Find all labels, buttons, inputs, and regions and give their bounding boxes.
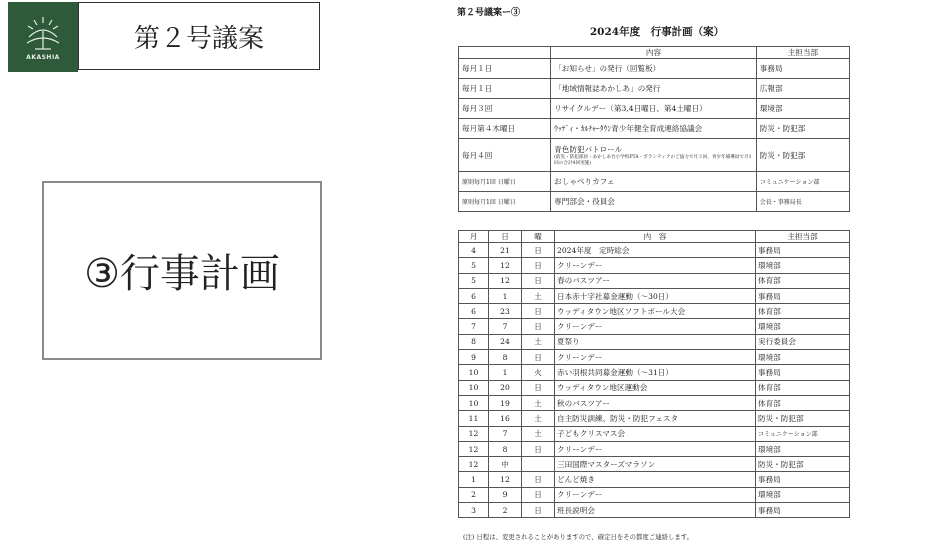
dept-cell: 事務局 [756, 243, 850, 258]
month-cell: 5 [459, 273, 489, 288]
month-cell: 6 [459, 304, 489, 319]
table-row [459, 139, 850, 172]
table-row [459, 172, 850, 192]
dept-cell: 体育部 [756, 395, 850, 410]
content-cell: ウッディタウン地区運動会 [555, 380, 756, 395]
month-cell: 10 [459, 380, 489, 395]
weekday-cell: 日 [522, 503, 555, 518]
table-header-row [459, 47, 850, 59]
table-row [459, 411, 850, 426]
logo-text: AKASHIA [26, 54, 60, 61]
table-row [459, 350, 850, 365]
weekday-cell: 日 [522, 472, 555, 487]
month-cell: 10 [459, 395, 489, 410]
table-row [459, 99, 850, 119]
dept-cell: 体育部 [756, 380, 850, 395]
content-cell: 子どもクリスマス会 [555, 426, 756, 441]
day-cell: 1 [489, 365, 522, 380]
day-cell: 9 [489, 487, 522, 502]
day-cell: 20 [489, 380, 522, 395]
schedule-cell: 毎月第４木曜日 [459, 119, 551, 139]
day-cell: 16 [489, 411, 522, 426]
content-cell: 三田国際マスターズマラソン [555, 457, 756, 472]
dept-cell: 防災・防犯部 [756, 457, 850, 472]
table-row [459, 319, 850, 334]
column-header: 内容 [551, 47, 757, 59]
weekday-cell: 土 [522, 395, 555, 410]
table-row [459, 192, 850, 212]
table-row [459, 426, 850, 441]
month-cell: 5 [459, 258, 489, 273]
dept-cell: 事務局 [756, 503, 850, 518]
weekday-cell: 日 [522, 380, 555, 395]
doc-title: 2024年度 行事計画（案） [589, 26, 725, 38]
day-cell: 23 [489, 304, 522, 319]
weekday-cell: 日 [522, 441, 555, 456]
dept-cell: 防災・防犯部 [756, 119, 849, 139]
month-cell: 11 [459, 411, 489, 426]
schedule-cell: 毎月１日 [459, 79, 551, 99]
dept-cell: 会長・事務局長 [756, 192, 849, 212]
dept-cell: 事務局 [756, 288, 850, 303]
table-row [459, 487, 850, 502]
weekday-cell: 土 [522, 411, 555, 426]
doc-header: 第２号議案ー③ [457, 8, 521, 18]
day-cell: 12 [489, 258, 522, 273]
weekday-cell: 日 [522, 350, 555, 365]
column-header [459, 47, 551, 59]
schedule-cell: 毎月１日 [459, 59, 551, 79]
event-schedule-table [458, 230, 850, 518]
day-cell: 12 [489, 472, 522, 487]
table-row [459, 503, 850, 518]
content-cell: 班長説明会 [555, 503, 756, 518]
dept-cell: コミュニケーション部 [756, 426, 850, 441]
month-cell: 6 [459, 288, 489, 303]
day-cell: 2 [489, 503, 522, 518]
month-cell: 12 [459, 426, 489, 441]
content-text: 青色防犯パトロール [554, 145, 623, 154]
dept-cell: 環境部 [756, 350, 850, 365]
dept-cell: 環境部 [756, 319, 850, 334]
dept-cell: 環境部 [756, 258, 850, 273]
dept-cell: 環境部 [756, 487, 850, 502]
content-cell: 秋のバスツアー [555, 395, 756, 410]
dept-cell: 体育部 [756, 304, 850, 319]
content-cell: ｳｯﾃﾞｨ・ｶﾙﾁｬｰﾀｳﾝ青少年健全育成連絡協議会 [551, 119, 757, 139]
table-row [459, 457, 850, 472]
dept-cell: 実行委員会 [756, 334, 850, 349]
month-cell: 8 [459, 334, 489, 349]
month-cell: 7 [459, 319, 489, 334]
content-cell: 「お知らせ」の発行（回覧板） [551, 59, 757, 79]
month-cell: 12 [459, 457, 489, 472]
dept-cell: 防災・防犯部 [756, 139, 849, 172]
schedule-cell: 原則毎月1回 日曜日 [459, 172, 551, 192]
content-cell: 自主防災訓練、防災・防犯フェスタ [555, 411, 756, 426]
month-cell: 3 [459, 503, 489, 518]
content-cell: おしゃべりカフェ [551, 172, 757, 192]
table-row [459, 380, 850, 395]
weekday-cell: 日 [522, 258, 555, 273]
footnote: (注) 日程は、変更されることがありますので、確定日をその都度ご連絡します。 [463, 533, 694, 541]
table-row [459, 243, 850, 258]
content-cell: 「地域情報誌あかしあ」の発行 [551, 79, 757, 99]
month-cell: 12 [459, 441, 489, 456]
weekday-cell: 土 [522, 334, 555, 349]
weekday-cell: 日 [522, 304, 555, 319]
dept-cell: 事務局 [756, 365, 850, 380]
schedule-cell: 毎月４回 [459, 139, 551, 172]
content-cell [551, 139, 757, 172]
table-row [459, 304, 850, 319]
day-cell: 24 [489, 334, 522, 349]
weekday-cell [522, 457, 555, 472]
table-row [459, 59, 850, 79]
column-header: 主担当部 [756, 47, 849, 59]
dept-cell: 事務局 [756, 472, 850, 487]
dept-cell: コミュニケーション部 [756, 172, 849, 192]
day-cell: 中 [489, 457, 522, 472]
weekday-cell: 火 [522, 365, 555, 380]
content-cell: クリーンデー [555, 350, 756, 365]
content-cell: クリーンデー [555, 441, 756, 456]
content-cell: 赤い羽根共同募金運動（～31日） [555, 365, 756, 380]
column-header: 内 容 [555, 231, 756, 243]
column-header: 主担当部 [756, 231, 850, 243]
column-header: 曜 [522, 231, 555, 243]
table-row [459, 472, 850, 487]
month-cell: 4 [459, 243, 489, 258]
weekday-cell: 土 [522, 288, 555, 303]
day-cell: 8 [489, 441, 522, 456]
day-cell: 7 [489, 319, 522, 334]
table-row [459, 365, 850, 380]
weekday-cell: 日 [522, 319, 555, 334]
document-page [457, 0, 897, 542]
dept-cell: 防災・防犯部 [756, 411, 850, 426]
akashia-logo [8, 2, 78, 72]
day-cell: 12 [489, 273, 522, 288]
dept-cell: 環境部 [756, 441, 850, 456]
table-row [459, 258, 850, 273]
day-cell: 7 [489, 426, 522, 441]
table-row [459, 273, 850, 288]
content-cell: ウッディタウン地区ソフトボール大会 [555, 304, 756, 319]
regular-activities-table [458, 46, 850, 212]
weekday-cell: 日 [522, 243, 555, 258]
table-row [459, 79, 850, 99]
content-cell: 日本赤十字社募金運動（～30日） [555, 288, 756, 303]
day-cell: 8 [489, 350, 522, 365]
content-note: (防災・防犯部員・あかしあ台小学校PTA・ボランティアのご協力で月３回、青少年補導員で月1回の合計4回実施) [554, 155, 752, 166]
day-cell: 21 [489, 243, 522, 258]
tree-sun-icon [21, 13, 65, 53]
topic-heading: ③行事計画 [42, 181, 322, 360]
weekday-cell: 日 [522, 273, 555, 288]
dept-cell: 環境部 [756, 99, 849, 119]
table-row [459, 119, 850, 139]
content-cell: リサイクルデー（第3,4日曜日、第4土曜日） [551, 99, 757, 119]
weekday-cell: 土 [522, 426, 555, 441]
column-header: 月 [459, 231, 489, 243]
agenda-title: 第２号議案 [78, 2, 320, 70]
content-cell: クリーンデー [555, 319, 756, 334]
schedule-cell: 原則毎月1回 日曜日 [459, 192, 551, 212]
month-cell: 1 [459, 472, 489, 487]
content-cell: 夏祭り [555, 334, 756, 349]
table-row [459, 395, 850, 410]
dept-cell: 広報部 [756, 79, 849, 99]
table-row [459, 441, 850, 456]
content-cell: クリーンデー [555, 258, 756, 273]
dept-cell: 体育部 [756, 273, 850, 288]
month-cell: 10 [459, 365, 489, 380]
dept-cell: 事務局 [756, 59, 849, 79]
weekday-cell: 日 [522, 487, 555, 502]
month-cell: 9 [459, 350, 489, 365]
content-cell: どんど焼き [555, 472, 756, 487]
schedule-cell: 毎月３回 [459, 99, 551, 119]
day-cell: 1 [489, 288, 522, 303]
content-cell: 2024年度 定時総会 [555, 243, 756, 258]
column-header: 日 [489, 231, 522, 243]
day-cell: 19 [489, 395, 522, 410]
table-row [459, 334, 850, 349]
content-cell: 専門部会・役員会 [551, 192, 757, 212]
table-header-row [459, 231, 850, 243]
month-cell: 2 [459, 487, 489, 502]
table-row [459, 288, 850, 303]
content-cell: クリーンデー [555, 487, 756, 502]
content-cell: 春のバスツアー [555, 273, 756, 288]
